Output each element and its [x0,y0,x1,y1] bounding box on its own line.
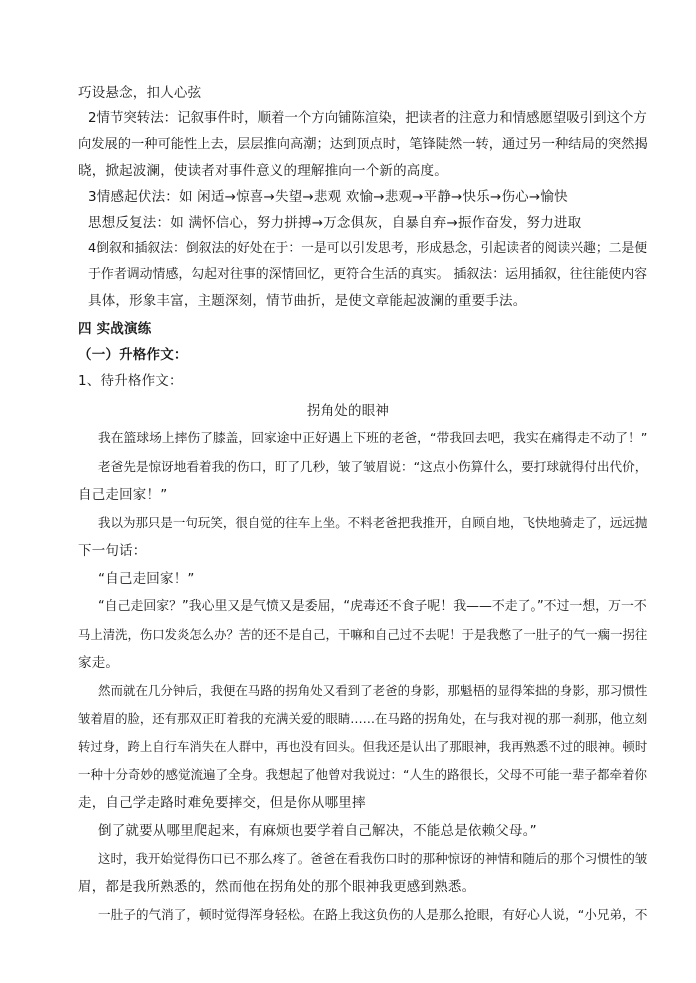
text-line: 我以为那只是一句玩笑，很自觉的往车上坐。不料老爸把我推开，自顾自地，飞快地骑走了，远远抛 [98,515,648,530]
text-line: 眉，都是我所熟悉的，然而他在拐角处的那个眼神我更感到熟悉。 [78,879,476,895]
subsection-heading: （一）升格作文： [78,347,188,363]
text-line: 4倒叙和插叙法：倒叙法的好处在于：一是可以引发思考，形成悬念，引起读者的阅读兴趣；二是便 [88,241,648,256]
text-line: 然而就在几分钟后，我便在马路的拐角处又看到了老爸的身影，那魁梧的显得笨拙的身影，那习惯性 [98,683,648,698]
text-line: 思想反复法：如 满怀信心，努力拼搏→万念俱灰，自暴自弃→振作奋发，努力进取 [88,215,582,231]
text-line: 具体，形象丰富，主题深刻，情节曲折，是使文章能起波澜的重要手法。 [88,293,527,309]
text-line: 转过身，跨上自行车消失在人群中，再也没有回头。但我还是认出了那眼神，我再熟悉不过的眼神。顿时 [78,739,648,754]
text-line: 向发展的一种可能性上去，层层推向高潮；达到顶点时，笔锋陡然一转，通过另一种结局的突然揭 [78,137,648,152]
text-line: 晓，掀起波澜，使读者对事件意义的理解推向一个新的高度。 [78,163,448,179]
text-line: 自己走回家！” [78,487,168,503]
text-line: 2情节突转法：记叙事件时，顺着一个方向铺陈渲染，把读者的注意力和情感愿望吸引到这个方 [88,111,647,126]
text-line: 倒了就要从哪里爬起来，有麻烦也要学着自己解决，不能总是依赖父母。” [98,823,537,839]
text-line: 一肚子的气消了，顿时觉得浑身轻松。在路上我这负伤的人是那么抢眼，有好心人说，“小兄弟，不 [98,907,648,922]
essay-title: 拐角处的眼神 [306,403,390,419]
text-line: 这时，我开始觉得伤口已不那么疼了。爸爸在看我伤口时的那种惊讶的神情和随后的那个习惯性的皱 [98,851,648,866]
text-line: 一种十分奇妙的感觉流遍了全身。我想起了他曾对我说过：“人生的路很长，父母不可能一辈子都牵着你 [78,767,647,782]
text-line: 我在篮球场上摔伤了膝盖，回家途中正好遇上下班的老爸，“带我回去吧，我实在痛得走不动了！” [98,431,648,446]
text-line: 马上清洗，伤口发炎怎么办？苦的还不是自己，干嘛和自己过不去呢！于是我憋了一肚子的气一瘸一拐往 [78,627,648,642]
text-line: 走，自己学走路时难免要摔交，但是你从哪里摔 [78,795,366,811]
text-line: “自己走回家！” [98,571,195,587]
text-line: “自己走回家？”我心里又是气愤又是委屈，“虎毒还不食子呢！我——不走了。”不过一想，万一不 [98,599,647,614]
text-line: 老爸先是惊讶地看着我的伤口，盯了几秒，皱了皱眉说：“这点小伤算什么，要打球就得付出代价， [98,459,648,474]
text-line: 于作者调动情感，勾起对往事的深情回忆，更符合生活的真实。 插叙法：运用插叙，往往能使内容 [88,267,648,282]
text-line: 3情感起伏法：如 闲适→惊喜→失望→悲观 欢愉→悲观→平静→快乐→伤心→愉快 [88,189,568,205]
text-line: 下一句话： [78,543,147,559]
section-heading: 四 实战演练 [78,321,152,337]
text-line: 皱着眉的脸，还有那双正盯着我的充满关爱的眼睛……在马路的拐角处，在与我对视的那一刹那，他立刻 [78,711,648,726]
text-line: 家走。 [78,655,120,671]
text-line: 1、待升格作文： [78,373,183,389]
text-line: 巧设悬念，扣人心弦 [78,85,202,101]
